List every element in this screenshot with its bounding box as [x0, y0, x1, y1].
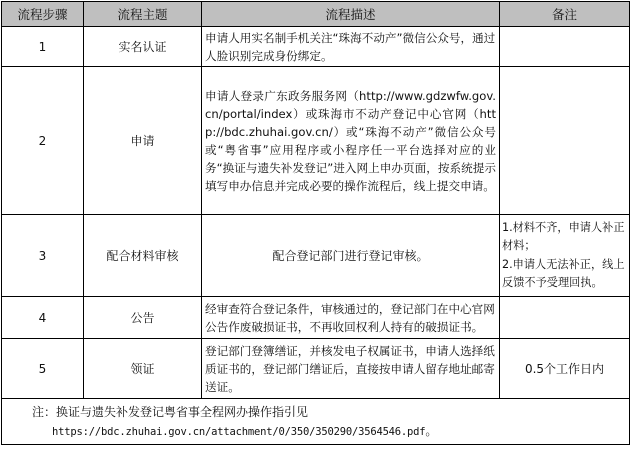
footer-row: [2, 399, 630, 445]
footer-note: [2, 399, 630, 445]
table-row: [2, 339, 630, 399]
process-table: [1, 1, 630, 445]
header-topic: 流程主题: [84, 2, 202, 27]
header-step: 流程步骤: [2, 2, 84, 27]
remark-line: 2.申请人无法补正，线上反馈不予受理回执。: [502, 258, 625, 289]
remark-cell: [500, 67, 630, 215]
footer-url-line: [32, 422, 619, 442]
step-cell: 4: [2, 297, 84, 339]
description-cell: 申请人登录广东政务服务网（http://www.gdzwfw.gov.cn/portal/index）或珠海市不动产登记中心官网（http://bdc.zhuhai.gov.cn/）或“珠海不动产”微信公众号或“粤省事”应用程序或小程序任一平台选择对应的业务“换证与遗失补发登记”进入网上申办页面，按系统提示填写申办信息并完成必要的操作流程后，线上提交申请。: [202, 67, 500, 215]
topic-cell: 配合材料审核: [84, 215, 202, 297]
table-row: [2, 27, 630, 67]
table-row: [2, 215, 630, 297]
header-row: [2, 2, 630, 27]
step-cell: 2: [2, 67, 84, 215]
header-remark: 备注: [500, 2, 630, 27]
remark-cell: 0.5个工作日内: [500, 339, 630, 399]
topic-cell: 实名认证: [84, 27, 202, 67]
header-description: 流程描述: [202, 2, 500, 27]
topic-cell: 领证: [84, 339, 202, 399]
step-cell: 5: [2, 339, 84, 399]
remark-cell: [500, 297, 630, 339]
description-cell: 申请人用实名制手机关注“珠海不动产”微信公众号，通过人脸识别完成身份绑定。: [202, 27, 500, 67]
topic-cell: 公告: [84, 297, 202, 339]
remark-line: 1.材料不齐，申请人补正材料；: [502, 221, 625, 252]
topic-cell: 申请: [84, 67, 202, 215]
table-row: [2, 67, 630, 215]
description-cell: 登记部门登簿缮证，并核发电子权属证书，申请人选择纸质证书的，登记部门缮证后，直接按申请人留存地址邮寄送证。: [202, 339, 500, 399]
remark-cell: [500, 215, 630, 297]
table-row: [2, 297, 630, 339]
footer-url-suffix: 。: [425, 424, 438, 438]
footer-note-text: 注：换证与遗失补发登记粤省事全程网办操作指引见: [32, 405, 309, 419]
remark-cell: [500, 27, 630, 67]
step-cell: 3: [2, 215, 84, 297]
footer-url-link[interactable]: https://bdc.zhuhai.gov.cn/attachment/0/350/350290/3564546.pdf: [52, 426, 426, 438]
description-cell: 配合登记部门进行登记审核。: [202, 215, 500, 297]
description-cell: 经审查符合登记条件，审核通过的，登记部门在中心官网公告作废破损证书，不再收回权利人持有的破损证书。: [202, 297, 500, 339]
step-cell: 1: [2, 27, 84, 67]
